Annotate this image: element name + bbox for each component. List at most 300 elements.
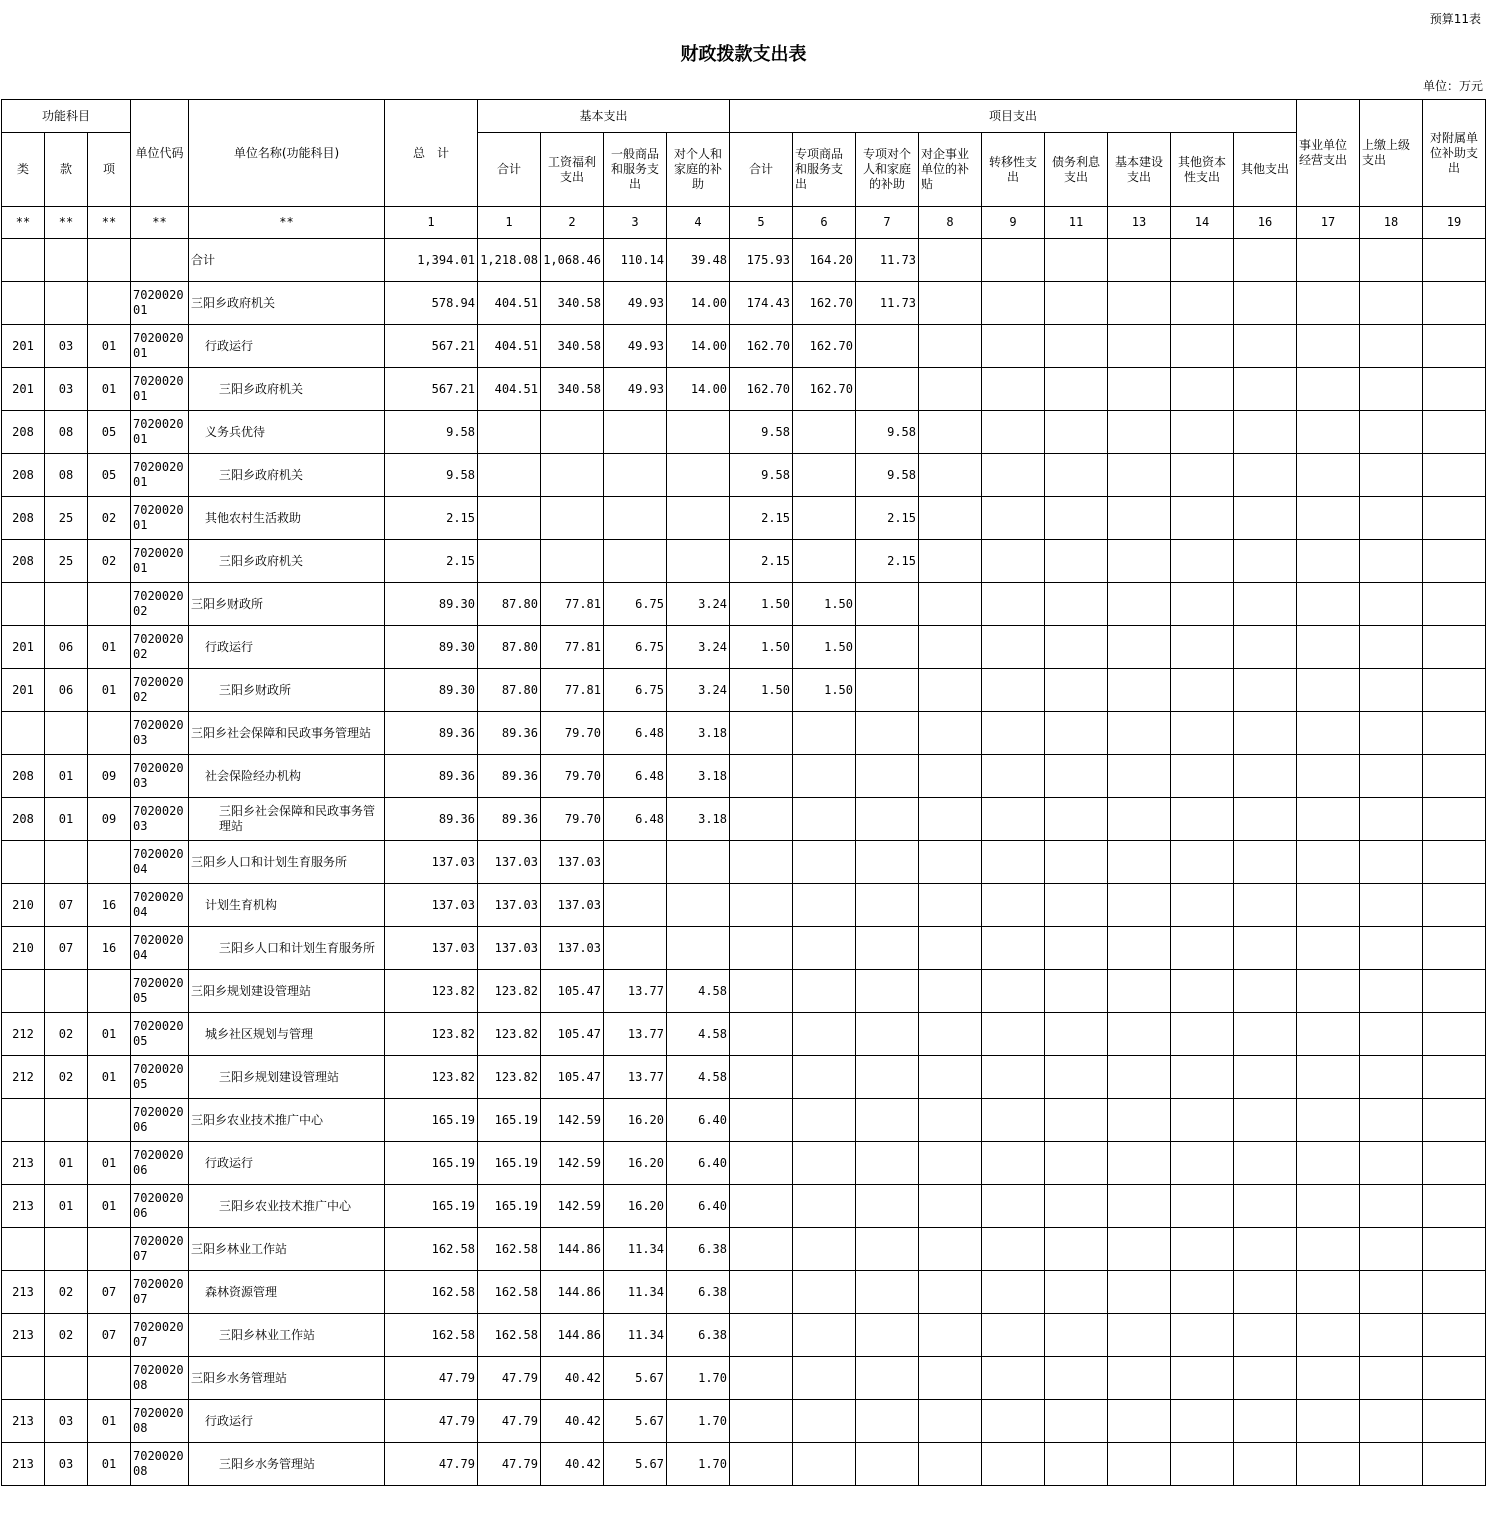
header-row-1 bbox=[2, 100, 1486, 133]
index-cell: ** bbox=[45, 207, 88, 239]
cell-lei bbox=[2, 1099, 45, 1142]
cell-empty bbox=[1423, 798, 1486, 841]
cell-p-goods bbox=[793, 927, 856, 970]
cell-salary: 142.59 bbox=[541, 1142, 604, 1185]
cell-kuan: 02 bbox=[45, 1271, 88, 1314]
cell-p-personal bbox=[856, 1357, 919, 1400]
cell-p-goods bbox=[793, 411, 856, 454]
cell-empty bbox=[1234, 540, 1297, 583]
cell-empty bbox=[1234, 1142, 1297, 1185]
cell-b-total: 404.51 bbox=[478, 282, 541, 325]
cell-kuan bbox=[45, 970, 88, 1013]
cell-empty bbox=[1297, 368, 1360, 411]
cell-total: 567.21 bbox=[385, 368, 478, 411]
cell-empty bbox=[982, 712, 1045, 755]
cell-empty bbox=[1423, 1099, 1486, 1142]
cell-xiang: 01 bbox=[88, 669, 131, 712]
cell-salary: 79.70 bbox=[541, 712, 604, 755]
cell-xiang: 01 bbox=[88, 1056, 131, 1099]
cell-empty bbox=[1297, 1400, 1360, 1443]
cell-b-total: 87.80 bbox=[478, 669, 541, 712]
cell-p-goods bbox=[793, 970, 856, 1013]
cell-empty bbox=[1234, 497, 1297, 540]
table-row bbox=[2, 1142, 1486, 1185]
cell-p-personal bbox=[856, 1099, 919, 1142]
cell-p-personal bbox=[856, 583, 919, 626]
cell-p-total: 9.58 bbox=[730, 454, 793, 497]
cell-salary: 105.47 bbox=[541, 970, 604, 1013]
cell-total: 47.79 bbox=[385, 1443, 478, 1486]
cell-xiang: 01 bbox=[88, 626, 131, 669]
cell-empty bbox=[919, 1443, 982, 1486]
cell-lei: 213 bbox=[2, 1314, 45, 1357]
unit-code-text: 702002004 bbox=[133, 847, 184, 876]
cell-empty bbox=[1360, 1185, 1423, 1228]
header-func-subject: 功能科目 bbox=[2, 100, 131, 133]
cell-personal: 6.38 bbox=[667, 1314, 730, 1357]
cell-total: 47.79 bbox=[385, 1400, 478, 1443]
cell-p-goods: 162.70 bbox=[793, 368, 856, 411]
unit-code-text: 702002003 bbox=[133, 718, 184, 747]
cell-empty bbox=[1423, 1357, 1486, 1400]
cell-personal bbox=[667, 540, 730, 583]
cell-p-personal: 2.15 bbox=[856, 497, 919, 540]
cell-unit-name: 行政运行 bbox=[189, 1142, 385, 1185]
cell-goods: 11.34 bbox=[604, 1228, 667, 1271]
cell-personal: 6.40 bbox=[667, 1142, 730, 1185]
cell-empty bbox=[919, 1228, 982, 1271]
cell-xiang: 16 bbox=[88, 884, 131, 927]
cell-p-total bbox=[730, 1228, 793, 1271]
cell-p-total bbox=[730, 1056, 793, 1099]
cell-empty bbox=[1297, 583, 1360, 626]
table-row bbox=[2, 1400, 1486, 1443]
cell-empty bbox=[1234, 1400, 1297, 1443]
cell-salary: 40.42 bbox=[541, 1400, 604, 1443]
cell-salary: 340.58 bbox=[541, 368, 604, 411]
cell-salary bbox=[541, 497, 604, 540]
cell-salary: 144.86 bbox=[541, 1314, 604, 1357]
cell-empty bbox=[1423, 1271, 1486, 1314]
unit-code-text: 702002005 bbox=[133, 1062, 184, 1091]
cell-lei bbox=[2, 712, 45, 755]
cell-personal bbox=[667, 454, 730, 497]
unit-code-text: 702002006 bbox=[133, 1191, 184, 1220]
cell-empty bbox=[1297, 927, 1360, 970]
cell-total: 9.58 bbox=[385, 454, 478, 497]
cell-kuan bbox=[45, 841, 88, 884]
header-proj-goods: 专项商品和服务支出 bbox=[793, 133, 856, 207]
cell-salary: 40.42 bbox=[541, 1443, 604, 1486]
cell-empty bbox=[1234, 239, 1297, 282]
cell-empty bbox=[919, 669, 982, 712]
cell-p-goods: 1.50 bbox=[793, 669, 856, 712]
table-row bbox=[2, 1185, 1486, 1228]
cell-empty bbox=[1108, 1142, 1171, 1185]
cell-empty bbox=[1297, 497, 1360, 540]
index-cell: 1 bbox=[385, 207, 478, 239]
cell-empty bbox=[1045, 1185, 1108, 1228]
cell-empty bbox=[1045, 712, 1108, 755]
cell-goods bbox=[604, 841, 667, 884]
cell-empty bbox=[982, 669, 1045, 712]
cell-p-personal: 9.58 bbox=[856, 411, 919, 454]
table-row bbox=[2, 712, 1486, 755]
unit-code-text: 702002006 bbox=[133, 1148, 184, 1177]
cell-unit-code bbox=[131, 626, 189, 669]
table-row bbox=[2, 1228, 1486, 1271]
cell-b-total: 1,218.08 bbox=[478, 239, 541, 282]
cell-goods: 16.20 bbox=[604, 1185, 667, 1228]
cell-empty bbox=[1045, 325, 1108, 368]
cell-goods bbox=[604, 497, 667, 540]
cell-empty bbox=[982, 1400, 1045, 1443]
cell-empty bbox=[1108, 927, 1171, 970]
expenditure-table bbox=[1, 99, 1486, 1486]
unit-code-text: 702002001 bbox=[133, 503, 184, 532]
cell-unit-name: 三阳乡农业技术推广中心 bbox=[189, 1099, 385, 1142]
cell-b-total: 404.51 bbox=[478, 368, 541, 411]
cell-empty bbox=[1171, 325, 1234, 368]
cell-salary: 340.58 bbox=[541, 282, 604, 325]
cell-lei: 213 bbox=[2, 1443, 45, 1486]
unit-code-text: 702002008 bbox=[133, 1406, 184, 1435]
cell-empty bbox=[1297, 841, 1360, 884]
cell-salary: 40.42 bbox=[541, 1357, 604, 1400]
cell-total: 89.36 bbox=[385, 755, 478, 798]
cell-empty bbox=[1297, 712, 1360, 755]
cell-p-goods bbox=[793, 712, 856, 755]
cell-personal: 3.24 bbox=[667, 583, 730, 626]
cell-p-personal bbox=[856, 1400, 919, 1443]
cell-personal: 14.00 bbox=[667, 325, 730, 368]
cell-empty bbox=[1171, 1228, 1234, 1271]
cell-unit-name: 三阳乡政府机关 bbox=[189, 540, 385, 583]
table-row bbox=[2, 927, 1486, 970]
cell-p-goods: 164.20 bbox=[793, 239, 856, 282]
cell-p-personal bbox=[856, 1142, 919, 1185]
cell-empty bbox=[1360, 1400, 1423, 1443]
cell-empty bbox=[1171, 1271, 1234, 1314]
cell-salary: 137.03 bbox=[541, 884, 604, 927]
cell-kuan: 08 bbox=[45, 454, 88, 497]
cell-personal: 3.18 bbox=[667, 798, 730, 841]
cell-empty bbox=[982, 1314, 1045, 1357]
cell-empty bbox=[1045, 1099, 1108, 1142]
cell-empty bbox=[919, 755, 982, 798]
cell-p-total: 1.50 bbox=[730, 626, 793, 669]
cell-p-goods bbox=[793, 1357, 856, 1400]
cell-kuan: 25 bbox=[45, 540, 88, 583]
table-row bbox=[2, 755, 1486, 798]
cell-kuan: 03 bbox=[45, 1443, 88, 1486]
cell-goods bbox=[604, 540, 667, 583]
cell-personal: 14.00 bbox=[667, 282, 730, 325]
cell-xiang bbox=[88, 712, 131, 755]
cell-empty bbox=[982, 454, 1045, 497]
table-row bbox=[2, 497, 1486, 540]
table-row bbox=[2, 1056, 1486, 1099]
cell-empty bbox=[1234, 798, 1297, 841]
cell-empty bbox=[1360, 1013, 1423, 1056]
table-row bbox=[2, 1314, 1486, 1357]
cell-empty bbox=[1297, 1443, 1360, 1486]
cell-empty bbox=[1045, 497, 1108, 540]
cell-total: 137.03 bbox=[385, 927, 478, 970]
cell-empty bbox=[1171, 239, 1234, 282]
cell-empty bbox=[1234, 368, 1297, 411]
cell-empty bbox=[1234, 970, 1297, 1013]
cell-p-total: 1.50 bbox=[730, 583, 793, 626]
index-cell: 14 bbox=[1171, 207, 1234, 239]
cell-empty bbox=[1360, 540, 1423, 583]
cell-p-total bbox=[730, 927, 793, 970]
cell-p-total: 1.50 bbox=[730, 669, 793, 712]
cell-p-personal bbox=[856, 669, 919, 712]
cell-xiang: 09 bbox=[88, 798, 131, 841]
cell-p-personal bbox=[856, 970, 919, 1013]
cell-empty bbox=[1297, 1185, 1360, 1228]
cell-goods: 16.20 bbox=[604, 1099, 667, 1142]
cell-goods bbox=[604, 454, 667, 497]
cell-empty bbox=[919, 712, 982, 755]
cell-empty bbox=[1171, 755, 1234, 798]
cell-empty bbox=[919, 540, 982, 583]
cell-personal: 6.38 bbox=[667, 1271, 730, 1314]
cell-p-personal: 9.58 bbox=[856, 454, 919, 497]
table-row bbox=[2, 368, 1486, 411]
table-row bbox=[2, 798, 1486, 841]
cell-salary: 105.47 bbox=[541, 1013, 604, 1056]
cell-empty bbox=[1360, 497, 1423, 540]
cell-empty bbox=[982, 282, 1045, 325]
table-row bbox=[2, 1099, 1486, 1142]
cell-empty bbox=[1045, 1357, 1108, 1400]
cell-empty bbox=[1423, 325, 1486, 368]
cell-empty bbox=[1234, 927, 1297, 970]
cell-salary: 340.58 bbox=[541, 325, 604, 368]
cell-unit-name: 行政运行 bbox=[189, 626, 385, 669]
cell-empty bbox=[1360, 1314, 1423, 1357]
cell-empty bbox=[1360, 325, 1423, 368]
cell-empty bbox=[1234, 454, 1297, 497]
cell-kuan: 07 bbox=[45, 884, 88, 927]
cell-goods: 6.48 bbox=[604, 755, 667, 798]
cell-p-total: 174.43 bbox=[730, 282, 793, 325]
cell-b-total: 47.79 bbox=[478, 1357, 541, 1400]
cell-kuan: 08 bbox=[45, 411, 88, 454]
cell-lei: 213 bbox=[2, 1142, 45, 1185]
cell-goods: 110.14 bbox=[604, 239, 667, 282]
cell-total: 162.58 bbox=[385, 1228, 478, 1271]
unit-code-text: 702002001 bbox=[133, 460, 184, 489]
header-unit-name: 单位名称(功能科目) bbox=[189, 100, 385, 207]
cell-total: 2.15 bbox=[385, 497, 478, 540]
cell-personal bbox=[667, 927, 730, 970]
cell-kuan: 02 bbox=[45, 1314, 88, 1357]
cell-b-total: 165.19 bbox=[478, 1185, 541, 1228]
cell-xiang: 01 bbox=[88, 1443, 131, 1486]
cell-empty bbox=[1171, 1099, 1234, 1142]
cell-empty bbox=[1360, 970, 1423, 1013]
cell-empty bbox=[982, 1185, 1045, 1228]
cell-empty bbox=[1423, 497, 1486, 540]
cell-p-goods bbox=[793, 1142, 856, 1185]
header-personal: 对个人和家庭的补助 bbox=[667, 133, 730, 207]
cell-empty bbox=[919, 841, 982, 884]
cell-xiang: 01 bbox=[88, 1013, 131, 1056]
cell-empty bbox=[1108, 1185, 1171, 1228]
cell-unit-code bbox=[131, 927, 189, 970]
cell-lei: 213 bbox=[2, 1400, 45, 1443]
cell-xiang bbox=[88, 1228, 131, 1271]
cell-unit-name: 三阳乡政府机关 bbox=[189, 282, 385, 325]
cell-personal: 3.24 bbox=[667, 669, 730, 712]
cell-unit-code bbox=[131, 1400, 189, 1443]
table-row bbox=[2, 669, 1486, 712]
index-cell: 9 bbox=[982, 207, 1045, 239]
cell-xiang: 01 bbox=[88, 368, 131, 411]
cell-goods: 6.75 bbox=[604, 626, 667, 669]
cell-empty bbox=[1108, 1400, 1171, 1443]
cell-empty bbox=[1108, 239, 1171, 282]
cell-empty bbox=[1360, 282, 1423, 325]
cell-b-total: 87.80 bbox=[478, 626, 541, 669]
unit-code-text: 702002005 bbox=[133, 1019, 184, 1048]
cell-b-total bbox=[478, 411, 541, 454]
cell-unit-code bbox=[131, 1185, 189, 1228]
cell-personal bbox=[667, 411, 730, 454]
cell-b-total bbox=[478, 454, 541, 497]
cell-p-total bbox=[730, 970, 793, 1013]
cell-empty bbox=[1171, 1013, 1234, 1056]
cell-empty bbox=[1108, 540, 1171, 583]
cell-p-total bbox=[730, 755, 793, 798]
cell-lei: 212 bbox=[2, 1013, 45, 1056]
cell-empty bbox=[1108, 411, 1171, 454]
cell-salary: 77.81 bbox=[541, 669, 604, 712]
cell-empty bbox=[982, 1013, 1045, 1056]
cell-unit-name: 三阳乡规划建设管理站 bbox=[189, 970, 385, 1013]
cell-personal: 3.18 bbox=[667, 712, 730, 755]
unit-code-text: 702002006 bbox=[133, 1105, 184, 1134]
header-salary: 工资福利支出 bbox=[541, 133, 604, 207]
cell-empty bbox=[982, 1056, 1045, 1099]
index-cell: 19 bbox=[1423, 207, 1486, 239]
cell-xiang: 02 bbox=[88, 497, 131, 540]
cell-lei: 208 bbox=[2, 798, 45, 841]
cell-empty bbox=[1045, 583, 1108, 626]
cell-empty bbox=[1297, 454, 1360, 497]
index-cell: ** bbox=[131, 207, 189, 239]
cell-empty bbox=[1360, 712, 1423, 755]
index-cell: 8 bbox=[919, 207, 982, 239]
header-other-capital: 其他资本性支出 bbox=[1171, 133, 1234, 207]
cell-empty bbox=[1423, 841, 1486, 884]
cell-empty bbox=[1045, 282, 1108, 325]
cell-total: 47.79 bbox=[385, 1357, 478, 1400]
cell-empty bbox=[1297, 325, 1360, 368]
cell-empty bbox=[1171, 497, 1234, 540]
cell-xiang: 05 bbox=[88, 454, 131, 497]
cell-empty bbox=[1297, 411, 1360, 454]
cell-p-personal bbox=[856, 1013, 919, 1056]
cell-empty bbox=[1423, 884, 1486, 927]
cell-xiang: 05 bbox=[88, 411, 131, 454]
cell-empty bbox=[1045, 1314, 1108, 1357]
cell-lei: 201 bbox=[2, 368, 45, 411]
cell-empty bbox=[1297, 626, 1360, 669]
cell-empty bbox=[1171, 1056, 1234, 1099]
cell-unit-name: 三阳乡社会保障和民政事务管理站 bbox=[189, 798, 385, 841]
cell-empty bbox=[1045, 1400, 1108, 1443]
cell-empty bbox=[1045, 841, 1108, 884]
cell-unit-code bbox=[131, 1013, 189, 1056]
cell-empty bbox=[1423, 1314, 1486, 1357]
cell-total: 123.82 bbox=[385, 1056, 478, 1099]
cell-empty bbox=[1108, 282, 1171, 325]
cell-empty bbox=[1423, 927, 1486, 970]
cell-empty bbox=[1297, 1142, 1360, 1185]
cell-p-total: 162.70 bbox=[730, 368, 793, 411]
unit-code-text: 702002001 bbox=[133, 331, 184, 360]
cell-p-goods bbox=[793, 1099, 856, 1142]
table-row bbox=[2, 239, 1486, 282]
cell-unit-code bbox=[131, 239, 189, 282]
cell-empty bbox=[1108, 368, 1171, 411]
cell-salary: 137.03 bbox=[541, 927, 604, 970]
cell-p-total bbox=[730, 712, 793, 755]
cell-goods: 5.67 bbox=[604, 1400, 667, 1443]
cell-unit-code bbox=[131, 583, 189, 626]
cell-empty bbox=[1045, 669, 1108, 712]
cell-empty bbox=[1108, 884, 1171, 927]
cell-empty bbox=[1423, 626, 1486, 669]
cell-empty bbox=[982, 540, 1045, 583]
cell-total: 165.19 bbox=[385, 1142, 478, 1185]
cell-empty bbox=[1108, 841, 1171, 884]
cell-goods: 11.34 bbox=[604, 1314, 667, 1357]
cell-total: 165.19 bbox=[385, 1099, 478, 1142]
cell-p-goods bbox=[793, 1443, 856, 1486]
cell-unit-code bbox=[131, 411, 189, 454]
cell-empty bbox=[1045, 626, 1108, 669]
cell-b-total: 162.58 bbox=[478, 1314, 541, 1357]
cell-p-total bbox=[730, 884, 793, 927]
cell-empty bbox=[1171, 712, 1234, 755]
index-cell: ** bbox=[189, 207, 385, 239]
cell-empty bbox=[1171, 626, 1234, 669]
cell-empty bbox=[982, 841, 1045, 884]
cell-personal: 6.38 bbox=[667, 1228, 730, 1271]
cell-empty bbox=[1360, 669, 1423, 712]
cell-lei: 210 bbox=[2, 884, 45, 927]
cell-b-total: 165.19 bbox=[478, 1099, 541, 1142]
cell-b-total: 137.03 bbox=[478, 927, 541, 970]
cell-empty bbox=[1360, 841, 1423, 884]
cell-empty bbox=[1045, 1443, 1108, 1486]
cell-xiang bbox=[88, 282, 131, 325]
cell-empty bbox=[1360, 454, 1423, 497]
cell-salary: 77.81 bbox=[541, 583, 604, 626]
index-cell: 16 bbox=[1234, 207, 1297, 239]
cell-empty bbox=[919, 927, 982, 970]
cell-xiang: 07 bbox=[88, 1314, 131, 1357]
cell-empty bbox=[1360, 927, 1423, 970]
cell-lei: 201 bbox=[2, 325, 45, 368]
cell-xiang: 07 bbox=[88, 1271, 131, 1314]
cell-empty bbox=[1234, 1443, 1297, 1486]
